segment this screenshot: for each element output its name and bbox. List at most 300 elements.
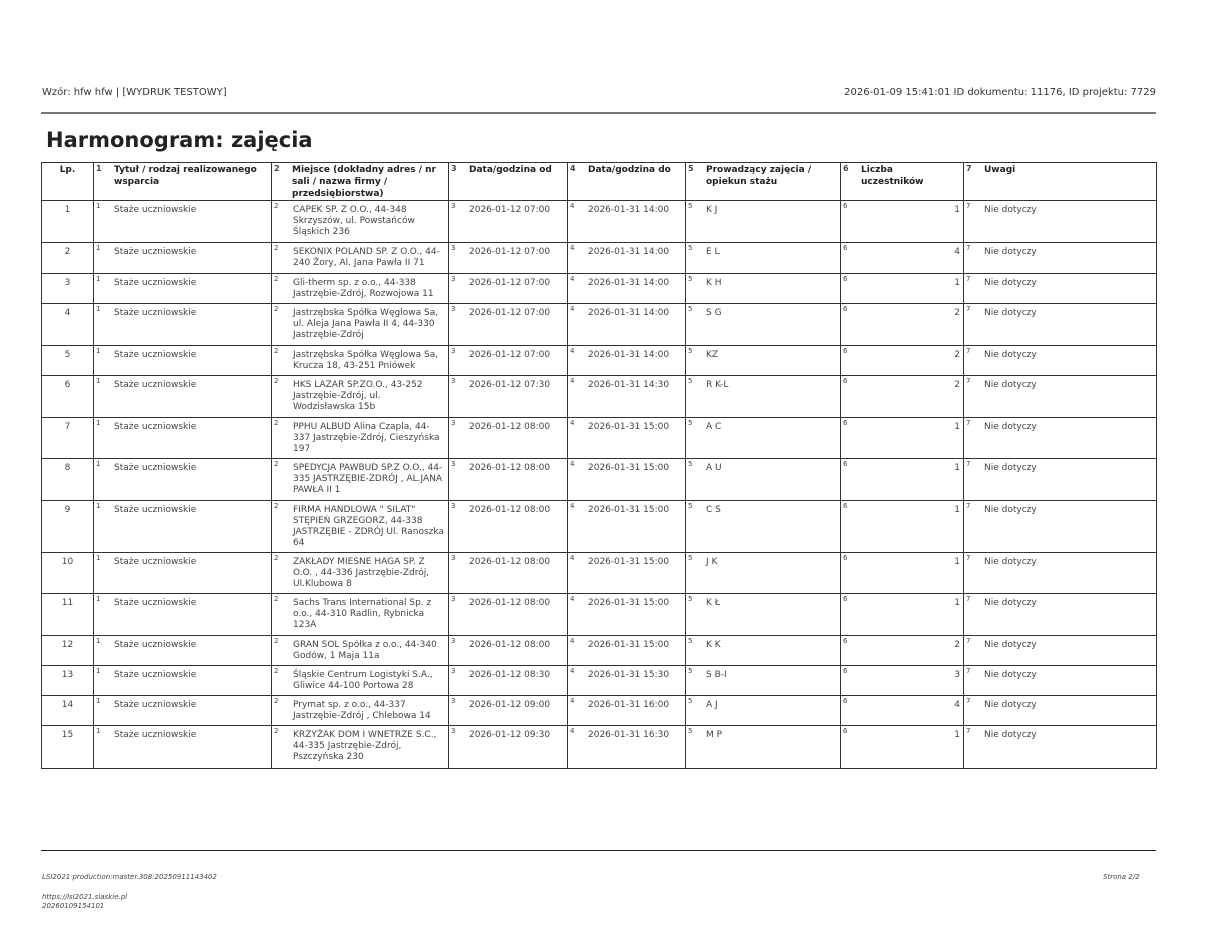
cell-value: 5 xyxy=(64,350,71,360)
cell-from xyxy=(449,501,568,553)
cell-leader xyxy=(686,274,841,304)
cell-place xyxy=(272,376,449,418)
column-number: 7 xyxy=(966,460,971,468)
column-number: 2 xyxy=(274,727,279,735)
cell-lp xyxy=(42,376,94,418)
cell-title xyxy=(94,418,272,459)
cell-value: Nie dotyczy xyxy=(984,598,1037,608)
document-info: 2026-01-09 15:41:01 ID dokumentu: 11176, ID projektu: 7729 xyxy=(844,87,1156,98)
cell-value: 2026-01-12 07:00 xyxy=(469,278,551,288)
cell-value: Jastrzębska Spółka Węglowa Sa, Krucza 18, 43-251 Pniówek xyxy=(293,350,439,371)
cell-value: R K-L xyxy=(706,380,729,390)
cell-value: 7 xyxy=(64,422,71,432)
cell-notes xyxy=(964,666,1157,696)
column-number: 7 xyxy=(966,554,971,562)
cell-value: 14 xyxy=(61,700,74,710)
cell-value: Nie dotyczy xyxy=(984,557,1037,567)
column-number: 1 xyxy=(96,377,101,385)
print-stamp: 20260109154101 xyxy=(42,902,105,910)
cell-notes xyxy=(964,243,1157,274)
cell-place xyxy=(272,459,449,501)
table-row xyxy=(42,304,1157,346)
cell-value: 2026-01-12 08:00 xyxy=(469,557,551,567)
cell-place xyxy=(272,636,449,666)
cell-value: S B-I xyxy=(706,670,727,680)
cell-count xyxy=(841,201,964,243)
cell-place xyxy=(272,594,449,636)
cell-count xyxy=(841,726,964,769)
column-number: 6 xyxy=(843,697,848,705)
cell-to xyxy=(568,696,686,726)
cell-leader xyxy=(686,201,841,243)
cell-value: 2026-01-12 08:00 xyxy=(469,422,551,432)
column-number: 2 xyxy=(274,419,279,427)
cell-from xyxy=(449,304,568,346)
cell-to xyxy=(568,726,686,769)
column-number: 2 xyxy=(274,377,279,385)
cell-value: A C xyxy=(706,422,722,432)
cell-title xyxy=(94,726,272,769)
cell-value: K J xyxy=(706,205,718,215)
cell-value: 2026-01-12 09:00 xyxy=(469,700,551,710)
cell-value: 2026-01-12 08:00 xyxy=(469,505,551,515)
cell-value: Śląskie Centrum Logistyki S.A., Gliwice 44-100 Portowa 28 xyxy=(293,670,433,691)
column-number: 1 xyxy=(96,244,101,252)
table-row xyxy=(42,346,1157,376)
cell-value: 2026-01-31 15:30 xyxy=(588,670,670,680)
cell-leader xyxy=(686,459,841,501)
cell-notes xyxy=(964,553,1157,594)
column-number: 3 xyxy=(451,164,457,173)
column-number: 3 xyxy=(451,347,456,355)
table-row xyxy=(42,726,1157,769)
cell-to xyxy=(568,304,686,346)
cell-lp xyxy=(42,553,94,594)
cell-lp xyxy=(42,594,94,636)
cell-lp xyxy=(42,636,94,666)
column-label: Lp. xyxy=(59,165,76,175)
cell-title xyxy=(94,376,272,418)
cell-notes xyxy=(964,501,1157,553)
cell-value: SPEDYCJA PAWBUD SP.Z O.O., 44-335 JASTRZĘBIE-ZDRÓJ , AL.JANA PAWŁA II 1 xyxy=(293,463,443,495)
column-number: 4 xyxy=(570,502,575,510)
cell-notes xyxy=(964,696,1157,726)
cell-from xyxy=(449,459,568,501)
cell-place xyxy=(272,201,449,243)
cell-from xyxy=(449,726,568,769)
cell-value: 2026-01-12 07:00 xyxy=(469,308,551,318)
cell-count xyxy=(841,594,964,636)
cell-value: Nie dotyczy xyxy=(984,422,1037,432)
cell-lp xyxy=(42,304,94,346)
column-number: 5 xyxy=(688,595,693,603)
cell-lp xyxy=(42,726,94,769)
column-number: 7 xyxy=(966,667,971,675)
cell-notes xyxy=(964,304,1157,346)
column-label: Uwagi xyxy=(984,165,1016,175)
cell-title xyxy=(94,243,272,274)
column-number: 2 xyxy=(274,595,279,603)
column-number: 1 xyxy=(96,460,101,468)
column-label: Tytuł / rodzaj realizowanego wsparcia xyxy=(114,165,257,187)
cell-value: A U xyxy=(706,463,722,473)
column-number: 4 xyxy=(570,727,575,735)
cell-value: 2 xyxy=(954,640,960,650)
cell-to xyxy=(568,666,686,696)
cell-to xyxy=(568,201,686,243)
table-row xyxy=(42,274,1157,304)
cell-value: 1 xyxy=(954,463,960,473)
column-number: 1 xyxy=(96,202,101,210)
cell-count xyxy=(841,636,964,666)
cell-count xyxy=(841,346,964,376)
cell-to xyxy=(568,274,686,304)
cell-value: Staże uczniowskie xyxy=(114,380,197,390)
cell-value: 2026-01-12 07:00 xyxy=(469,350,551,360)
cell-leader xyxy=(686,376,841,418)
cell-value: 2 xyxy=(64,247,71,257)
cell-place xyxy=(272,243,449,274)
cell-value: 2026-01-31 15:00 xyxy=(588,640,670,650)
column-number: 2 xyxy=(274,244,279,252)
column-number: 2 xyxy=(274,460,279,468)
cell-value: Jastrzębska Spółka Węglowa Sa, ul. Aleja Jana Pawła II 4, 44-330 Jastrzębie-Zdrój xyxy=(293,308,439,340)
cell-value: Nie dotyczy xyxy=(984,700,1037,710)
cell-lp xyxy=(42,459,94,501)
column-number: 2 xyxy=(274,667,279,675)
cell-count xyxy=(841,553,964,594)
cell-value: Staże uczniowskie xyxy=(114,422,197,432)
column-number: 3 xyxy=(451,275,456,283)
column-number: 6 xyxy=(843,554,848,562)
cell-value: Nie dotyczy xyxy=(984,350,1037,360)
cell-leader xyxy=(686,726,841,769)
cell-title xyxy=(94,696,272,726)
cell-title xyxy=(94,201,272,243)
cell-title xyxy=(94,304,272,346)
cell-notes xyxy=(964,346,1157,376)
cell-notes xyxy=(964,418,1157,459)
cell-count xyxy=(841,459,964,501)
cell-place xyxy=(272,726,449,769)
cell-notes xyxy=(964,636,1157,666)
cell-to xyxy=(568,376,686,418)
column-number: 4 xyxy=(570,377,575,385)
column-number: 5 xyxy=(688,419,693,427)
cell-lp xyxy=(42,274,94,304)
column-number: 3 xyxy=(451,244,456,252)
cell-value: FIRMA HANDLOWA " SILAT" STĘPIEŃ GRZEGORZ, 44-338 JASTRZĘBIE - ZDRÓJ Ul. Ranoszka 64 xyxy=(293,505,444,548)
cell-leader xyxy=(686,636,841,666)
cell-value: 1 xyxy=(954,505,960,515)
cell-value: 1 xyxy=(954,205,960,215)
column-number: 5 xyxy=(688,305,693,313)
cell-value: 2026-01-12 07:00 xyxy=(469,247,551,257)
cell-value: 10 xyxy=(61,557,74,567)
cell-place xyxy=(272,696,449,726)
column-number: 5 xyxy=(688,202,693,210)
cell-lp xyxy=(42,696,94,726)
cell-leader xyxy=(686,418,841,459)
cell-value: Nie dotyczy xyxy=(984,247,1037,257)
column-number: 6 xyxy=(843,305,848,313)
cell-value: 2026-01-12 09:30 xyxy=(469,730,551,740)
column-number: 6 xyxy=(843,202,848,210)
cell-place xyxy=(272,274,449,304)
cell-notes xyxy=(964,459,1157,501)
table-row xyxy=(42,418,1157,459)
cell-value: Nie dotyczy xyxy=(984,505,1037,515)
cell-value: 2026-01-12 08:00 xyxy=(469,640,551,650)
column-label: Miejsce (dokładny adres / nr sali / nazwa firmy / przedsiębiorstwa) xyxy=(292,165,436,199)
cell-value: 1 xyxy=(954,730,960,740)
cell-notes xyxy=(964,376,1157,418)
cell-value: 2026-01-31 14:00 xyxy=(588,350,670,360)
cell-from xyxy=(449,594,568,636)
cell-value: 3 xyxy=(954,670,960,680)
cell-place xyxy=(272,501,449,553)
column-number: 6 xyxy=(843,637,848,645)
cell-value: 2026-01-31 14:00 xyxy=(588,247,670,257)
column-number: 1 xyxy=(96,502,101,510)
cell-value: E L xyxy=(706,247,720,257)
column-number: 5 xyxy=(688,347,693,355)
cell-value: 2026-01-31 14:30 xyxy=(588,380,670,390)
cell-value: A J xyxy=(706,700,718,710)
column-number: 1 xyxy=(96,164,102,173)
cell-value: 2026-01-31 14:00 xyxy=(588,308,670,318)
cell-title xyxy=(94,594,272,636)
cell-value: Staże uczniowskie xyxy=(114,670,197,680)
cell-value: 4 xyxy=(64,308,71,318)
page-title: Harmonogram: zajęcia xyxy=(46,128,313,152)
cell-count xyxy=(841,274,964,304)
column-number: 6 xyxy=(843,377,848,385)
column-number: 3 xyxy=(451,460,456,468)
column-number: 4 xyxy=(570,697,575,705)
column-number: 6 xyxy=(843,275,848,283)
cell-count xyxy=(841,243,964,274)
cell-value: HKS LAZAR SP.ZO.O., 43-252 Jastrzębie-Zdrój, ul. Wodzisławska 15b xyxy=(293,380,423,412)
cell-from xyxy=(449,553,568,594)
column-number: 7 xyxy=(966,202,971,210)
column-number: 3 xyxy=(451,595,456,603)
cell-to xyxy=(568,594,686,636)
cell-value: Nie dotyczy xyxy=(984,730,1037,740)
column-number: 1 xyxy=(96,595,101,603)
cell-value: 1 xyxy=(954,278,960,288)
cell-value: 2 xyxy=(954,350,960,360)
cell-value: 4 xyxy=(954,247,960,257)
cell-value: Staże uczniowskie xyxy=(114,463,197,473)
cell-value: 2026-01-31 14:00 xyxy=(588,278,670,288)
cell-value: Nie dotyczy xyxy=(984,380,1037,390)
footer-divider xyxy=(41,850,1156,851)
column-number: 5 xyxy=(688,554,693,562)
cell-title xyxy=(94,274,272,304)
column-number: 4 xyxy=(570,637,575,645)
column-number: 4 xyxy=(570,164,576,173)
cell-value: SEKONIX POLAND SP. Z O.O., 44-240 Żory, Al. Jana Pawła II 71 xyxy=(293,247,440,268)
cell-value: Nie dotyczy xyxy=(984,308,1037,318)
column-number: 3 xyxy=(451,667,456,675)
cell-value: 13 xyxy=(61,670,74,680)
column-number: 4 xyxy=(570,595,575,603)
column-number: 3 xyxy=(451,554,456,562)
column-number: 7 xyxy=(966,637,971,645)
table-row xyxy=(42,594,1157,636)
column-number: 4 xyxy=(570,244,575,252)
cell-title xyxy=(94,553,272,594)
cell-value: Staże uczniowskie xyxy=(114,205,197,215)
cell-value: PPHU ALBUD Alina Czapla, 44-337 Jastrzębie-Zdrój, Cieszyńska 197 xyxy=(293,422,440,454)
col-header-place xyxy=(272,163,449,201)
cell-leader xyxy=(686,666,841,696)
cell-value: 1 xyxy=(954,598,960,608)
cell-value: S G xyxy=(706,308,722,318)
cell-value: K H xyxy=(706,278,722,288)
cell-title xyxy=(94,346,272,376)
column-number: 3 xyxy=(451,637,456,645)
column-number: 4 xyxy=(570,305,575,313)
column-number: 6 xyxy=(843,727,848,735)
cell-lp xyxy=(42,501,94,553)
cell-value: Staże uczniowskie xyxy=(114,350,197,360)
table-body xyxy=(42,201,1157,769)
cell-value: KRZYŻAK DOM I WNETRZE S.C., 44-335 Jastrzębie-Zdrój, Pszczyńska 230 xyxy=(293,730,437,762)
cell-title xyxy=(94,666,272,696)
cell-count xyxy=(841,418,964,459)
column-number: 3 xyxy=(451,305,456,313)
cell-leader xyxy=(686,243,841,274)
col-header-to xyxy=(568,163,686,201)
column-number: 3 xyxy=(451,727,456,735)
column-number: 5 xyxy=(688,377,693,385)
header-divider xyxy=(41,112,1156,114)
cell-value: GRAN SOL Spółka z o.o., 44-340 Godów, 1 Maja 11a xyxy=(293,640,437,661)
table-row xyxy=(42,243,1157,274)
column-number: 7 xyxy=(966,275,971,283)
cell-from xyxy=(449,243,568,274)
cell-value: 2026-01-31 16:00 xyxy=(588,700,670,710)
column-number: 2 xyxy=(274,275,279,283)
column-number: 2 xyxy=(274,305,279,313)
column-number: 6 xyxy=(843,595,848,603)
cell-value: Staże uczniowskie xyxy=(114,278,197,288)
cell-to xyxy=(568,553,686,594)
cell-count xyxy=(841,666,964,696)
column-number: 7 xyxy=(966,305,971,313)
cell-from xyxy=(449,636,568,666)
column-number: 2 xyxy=(274,697,279,705)
cell-value: M P xyxy=(706,730,723,740)
cell-value: 2026-01-31 14:00 xyxy=(588,205,670,215)
table-row xyxy=(42,666,1157,696)
cell-from xyxy=(449,201,568,243)
cell-lp xyxy=(42,243,94,274)
column-number: 5 xyxy=(688,727,693,735)
cell-notes xyxy=(964,726,1157,769)
cell-count xyxy=(841,304,964,346)
column-number: 2 xyxy=(274,637,279,645)
cell-value: 2 xyxy=(954,380,960,390)
cell-from xyxy=(449,274,568,304)
cell-value: K Ł xyxy=(706,598,720,608)
column-number: 6 xyxy=(843,460,848,468)
cell-value: 2026-01-31 15:00 xyxy=(588,463,670,473)
site-url[interactable]: https://lsi2021.slaskie.pl xyxy=(42,893,128,901)
cell-value: J K xyxy=(706,557,718,567)
cell-leader xyxy=(686,346,841,376)
cell-notes xyxy=(964,274,1157,304)
cell-value: K K xyxy=(706,640,721,650)
cell-from xyxy=(449,696,568,726)
column-number: 3 xyxy=(451,202,456,210)
cell-value: 3 xyxy=(64,278,71,288)
cell-place xyxy=(272,418,449,459)
cell-value: Prymat sp. z o.o., 44-337 Jastrzębie-Zdrój , Chlebowa 14 xyxy=(293,700,431,721)
cell-from xyxy=(449,666,568,696)
column-number: 5 xyxy=(688,502,693,510)
cell-value: CAPEK SP. Z O.O., 44-348 Skrzyszów, ul. Powstańców Śląskich 236 xyxy=(293,205,415,237)
cell-lp xyxy=(42,346,94,376)
cell-value: 2 xyxy=(954,308,960,318)
cell-value: Gli-therm sp. z o.o., 44-338 Jastrzębie-Zdrój, Rozwojowa 11 xyxy=(293,278,434,299)
cell-value: Staże uczniowskie xyxy=(114,505,197,515)
column-number: 4 xyxy=(570,460,575,468)
cell-value: 15 xyxy=(61,730,74,740)
column-number: 7 xyxy=(966,164,972,173)
column-number: 3 xyxy=(451,419,456,427)
column-label: Liczba uczestników xyxy=(861,165,924,187)
cell-value: Nie dotyczy xyxy=(984,205,1037,215)
cell-from xyxy=(449,418,568,459)
column-number: 5 xyxy=(688,275,693,283)
table-row xyxy=(42,501,1157,553)
cell-value: 6 xyxy=(64,380,71,390)
cell-value: 2026-01-31 15:00 xyxy=(588,505,670,515)
cell-from xyxy=(449,376,568,418)
column-number: 7 xyxy=(966,697,971,705)
cell-value: 2026-01-12 08:00 xyxy=(469,598,551,608)
cell-value: 2026-01-31 15:00 xyxy=(588,598,670,608)
column-number: 1 xyxy=(96,419,101,427)
column-number: 1 xyxy=(96,697,101,705)
cell-from xyxy=(449,346,568,376)
column-number: 4 xyxy=(570,202,575,210)
column-number: 5 xyxy=(688,164,694,173)
cell-leader xyxy=(686,553,841,594)
column-label: Prowadzący zajęcia / opiekun stażu xyxy=(706,165,812,187)
column-number: 2 xyxy=(274,347,279,355)
cell-value: 1 xyxy=(954,557,960,567)
cell-value: 9 xyxy=(64,505,71,515)
cell-value: Nie dotyczy xyxy=(984,278,1037,288)
column-number: 1 xyxy=(96,554,101,562)
column-number: 5 xyxy=(688,667,693,675)
cell-to xyxy=(568,636,686,666)
table-row xyxy=(42,376,1157,418)
page-number: Strona 2/2 xyxy=(1103,873,1140,881)
cell-title xyxy=(94,636,272,666)
col-header-title xyxy=(94,163,272,201)
cell-value: ZAKŁADY MIESNE HAGA SP. Z O.O. , 44-336 Jastrzębie-Zdrój, Ul.Klubowa 8 xyxy=(293,557,430,589)
column-number: 2 xyxy=(274,554,279,562)
table-header-row xyxy=(42,163,1157,201)
column-number: 3 xyxy=(451,697,456,705)
column-number: 6 xyxy=(843,244,848,252)
column-number: 1 xyxy=(96,305,101,313)
